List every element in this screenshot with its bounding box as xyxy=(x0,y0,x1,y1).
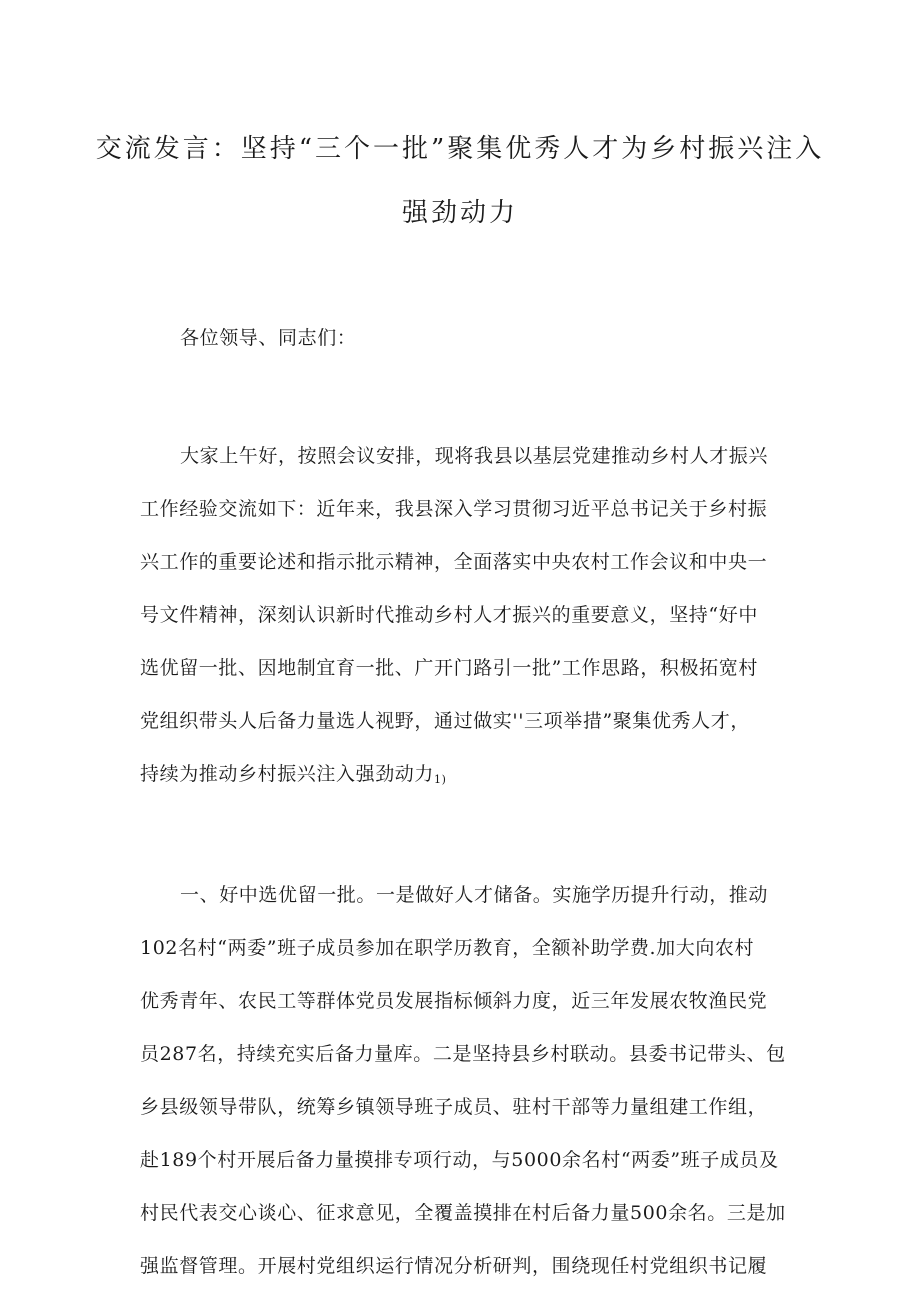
paragraph-line: 工作经验交流如下：近年来，我县深入学习贯彻习近平总书记关于乡村振 xyxy=(140,498,768,520)
footnote-mark: 1) xyxy=(434,773,447,786)
paragraph-line: 强监督管理。开展村党组织运行情况分析研判，围绕现任村党组织书记履 xyxy=(140,1255,768,1277)
paragraph-line: 党组织带头人后备力量选人视野，通过做实''三项举措”聚集优秀人才， xyxy=(140,710,750,732)
paragraph-line: 赴189个村开展后备力量摸排专项行动，与5000余名村“两委”班子成员及 xyxy=(140,1149,779,1171)
paragraph-line: 一、好中选优留一批。一是做好人才储备。实施学历提升行动，推动 xyxy=(180,884,769,906)
paragraph-line: 乡县级领导带队，统筹乡镇领导班子成员、驻村干部等力量组建工作组， xyxy=(140,1096,768,1118)
salutation: 各位领导、同志们： xyxy=(180,327,357,349)
paragraph-line: 村民代表交心谈心、征求意见，全覆盖摸排在村后备力量500余名。三是加 xyxy=(140,1202,786,1224)
paragraph-line-text: 持续为推动乡村振兴注入强劲动力 xyxy=(140,763,435,785)
paragraph-line: 兴工作的重要论述和指示批示精神，全面落实中央农村工作会议和中央一 xyxy=(140,551,768,573)
document-title-line-2: 强劲动力 xyxy=(401,198,518,228)
paragraph-line: 优秀青年、农民工等群体党员发展指标倾斜力度，近三年发展农牧渔民党 xyxy=(140,990,768,1012)
paragraph-line: 102名村“两委”班子成员参加在职学历教育，全额补助学费.加大向农村 xyxy=(140,937,755,959)
paragraph-line-last xyxy=(140,759,447,786)
paragraph-line: 员287名，持续充实后备力量库。二是坚持县乡村联动。县委书记带头、包 xyxy=(140,1043,786,1065)
paragraph-line: 号文件精神，深刻认识新时代推动乡村人才振兴的重要意义，坚持“好中 xyxy=(140,604,758,626)
paragraph-line: 大家上午好，按照会议安排，现将我县以基层党建推动乡村人才振兴 xyxy=(180,445,769,467)
paragraph-line: 选优留一批、因地制宜育一批、广开门路引一批”工作思路，积极拓宽村 xyxy=(140,657,758,679)
document-title-line-1: 交流发言：坚持“三个一批”聚集优秀人才为乡村振兴注入 xyxy=(95,134,825,164)
